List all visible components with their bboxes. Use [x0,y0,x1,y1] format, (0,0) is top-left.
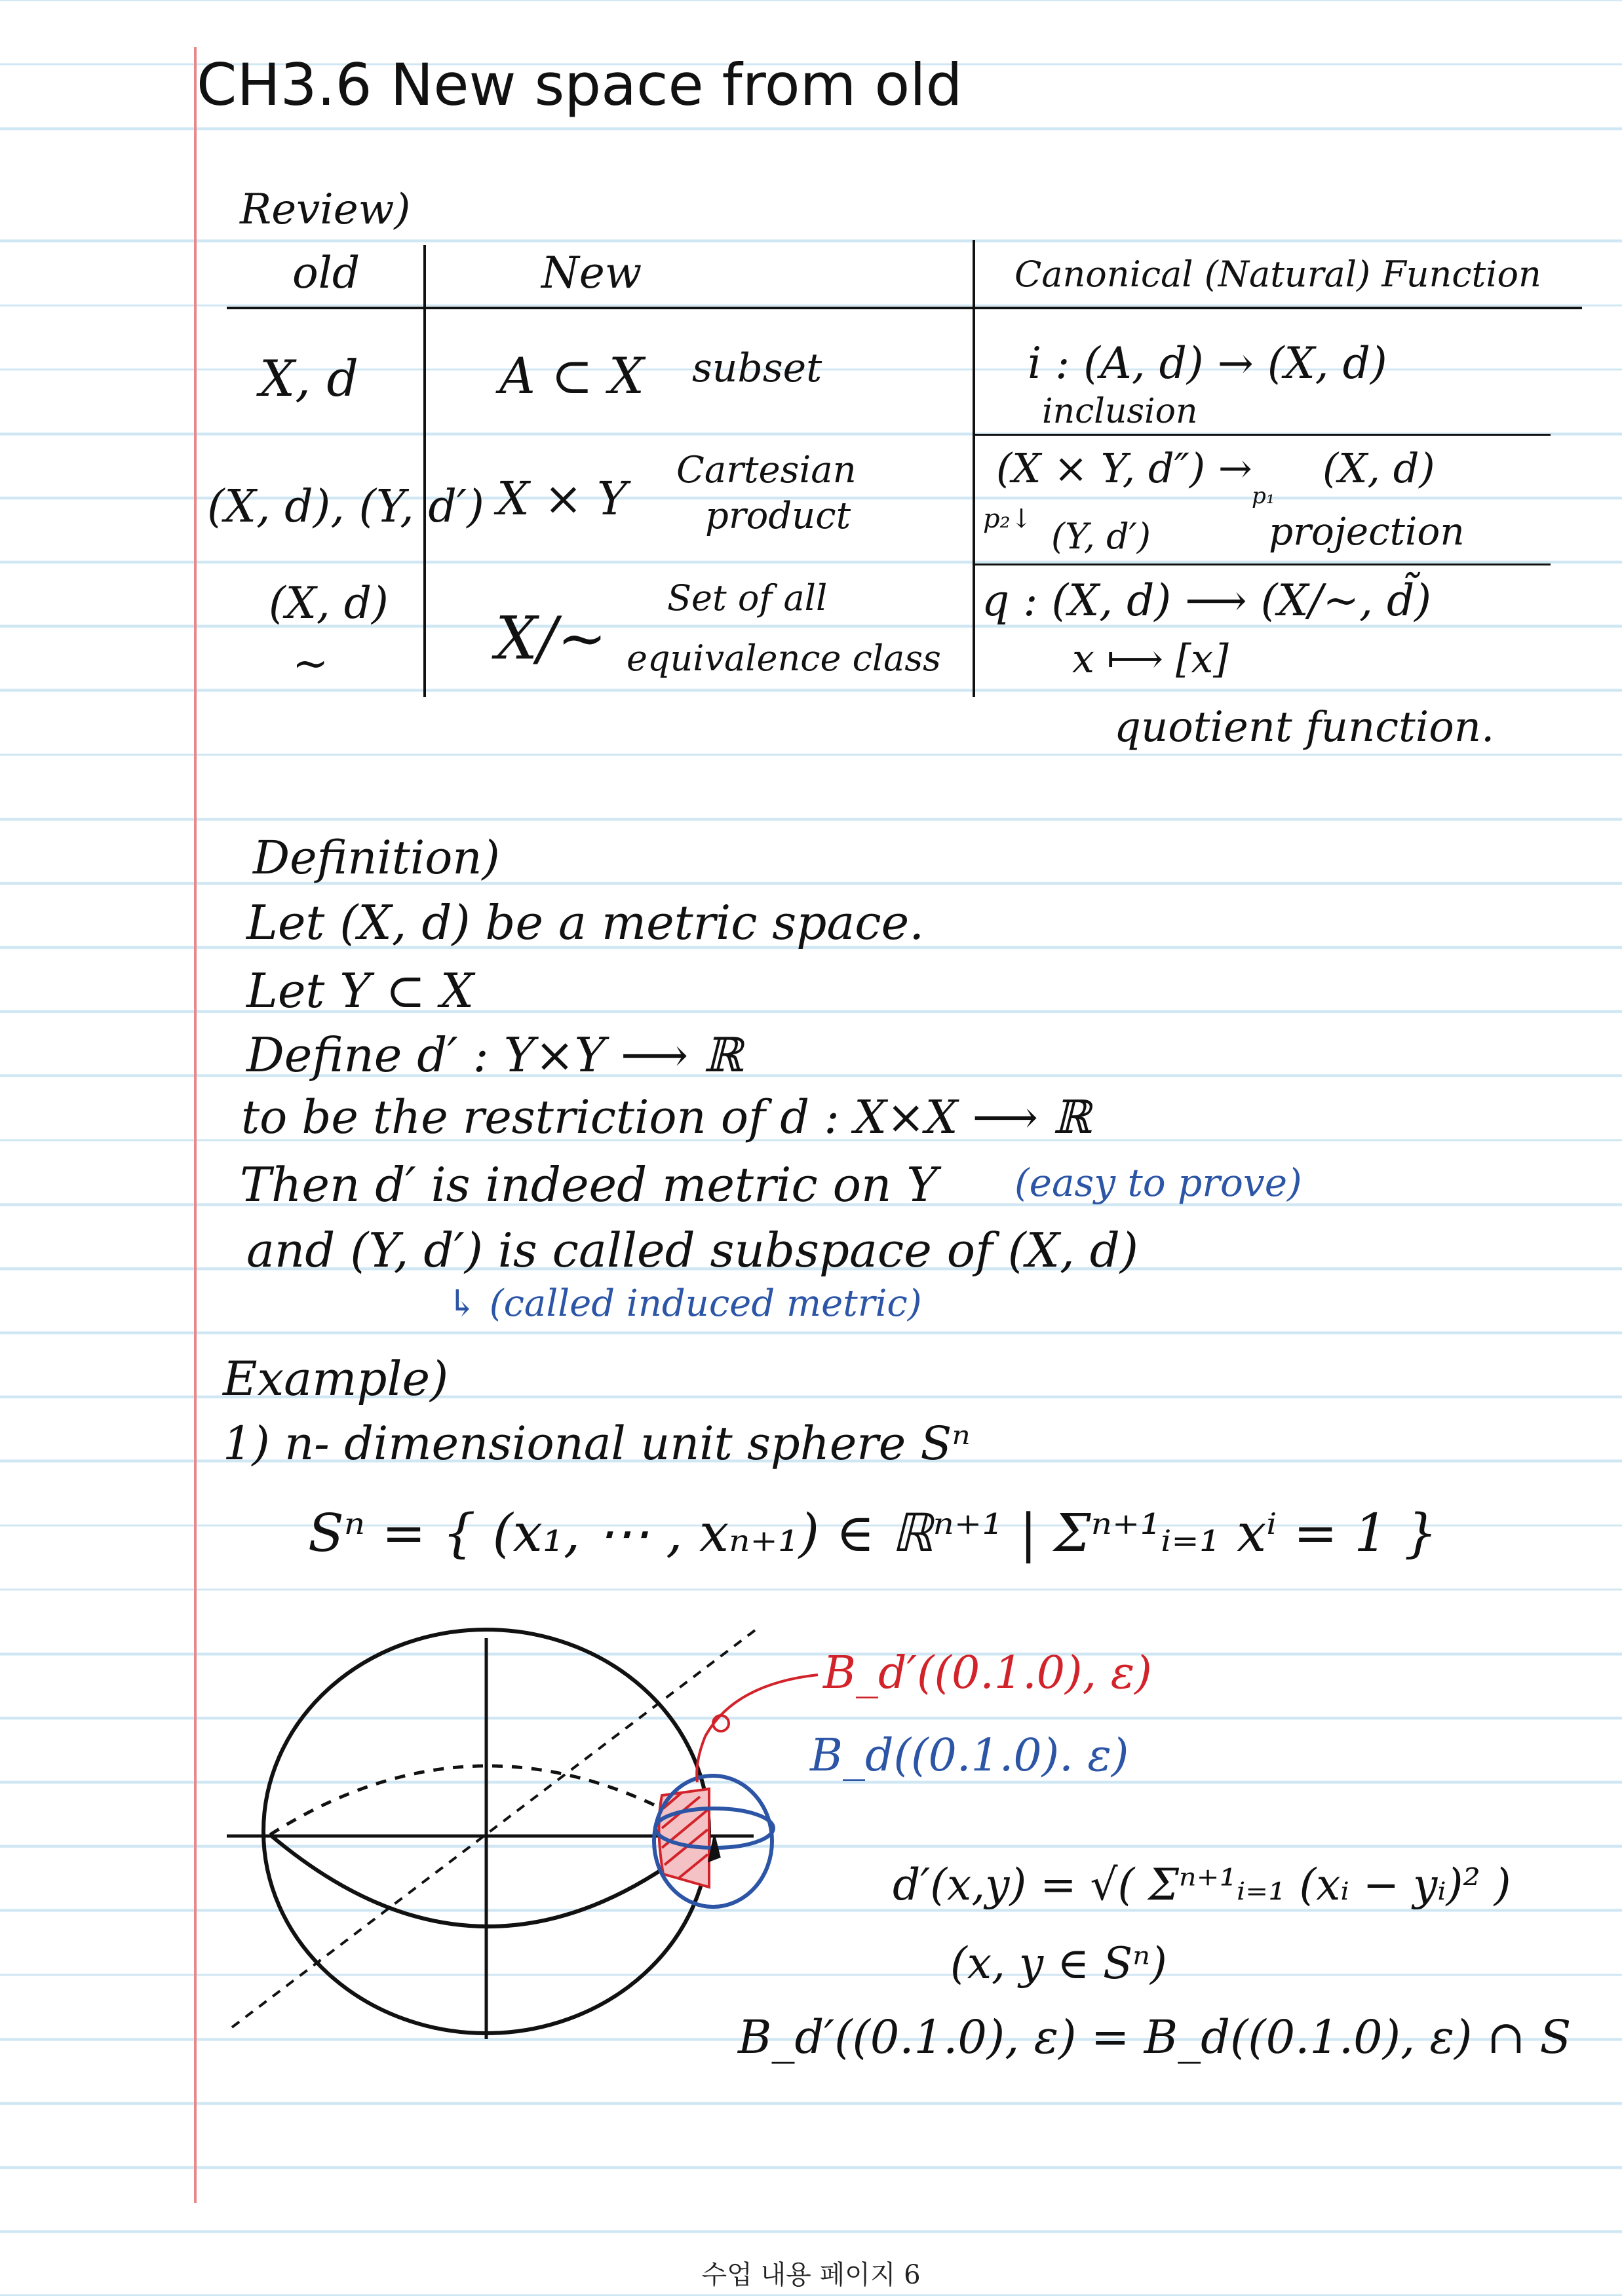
ball-label-ambient: B_d((0.1.0). ε) [810,1730,1129,1782]
definition-line-5: Then d′ is indeed metric on Y [240,1157,938,1212]
equator-back-arc [270,1766,709,1835]
definition-line-6: and (Y, d′) is called subspace of (X, d) [246,1223,1138,1278]
page-footer: 수업 내용 페이지 6 [701,2260,921,2290]
definition-line-2: Let Y ⊂ X [246,963,474,1018]
induced-metric-domain: (x, y ∈ Sⁿ) [950,1938,1167,1989]
row3-old-relation: ~ [292,638,329,689]
row2-function-p1: p₁ [1252,483,1275,509]
row2-function-p2: p₂↓ [983,504,1033,534]
example-heading: Example) [223,1351,449,1406]
ball-label-induced: B_d′((0.1.0), ε) [823,1647,1152,1699]
row1-old: X, d [260,349,359,408]
definition-note-induced-metric: ↳ (called induced metric) [447,1282,922,1325]
ball-intersection-equation: B_d′((0.1.0), ε) = B_d((0.1.0), ε) ∩ S [738,2010,1572,2064]
row3-function-note: quotient function. [1114,703,1495,752]
header-old: old [292,248,360,298]
row1-function-note: inclusion [1042,392,1198,431]
row1-function: i : (A, d) → (X, d) [1028,338,1387,389]
header-new: New [541,248,642,298]
review-heading: Review) [240,185,411,234]
row1-new-symbol: A ⊂ X [499,347,644,405]
row2-function-target: (X, d) [1323,444,1435,492]
row3-old: (X, d) [269,578,389,628]
row3-function: q : (X, d) ⟶ (X/~, d̃) [982,575,1431,626]
equator-front-arc [270,1835,709,1926]
header-function: Canonical (Natural) Function [1014,254,1541,295]
row2-new-description-1: Cartesian [676,449,857,491]
sphere-set-formula: Sⁿ = { (x₁, ⋯ , xₙ₊₁) ∈ ℝⁿ⁺¹ | Σⁿ⁺¹ᵢ₌₁ xⁱ = 1 } [308,1502,1438,1563]
definition-line-4: to be the restriction of d : X×X ⟶ ℝ [241,1090,1091,1144]
row3-new-description-2: equivalence class [627,638,941,679]
induced-metric-formula: d′(x,y) = √( Σⁿ⁺¹ᵢ₌₁ (xᵢ − yᵢ)² ) [893,1860,1511,1910]
definition-line-1: Let (X, d) be a metric space. [246,895,925,950]
row3-new-symbol: X/~ [495,604,607,673]
row1-new-description: subset [692,345,822,391]
example-item-1: 1) n- dimensional unit sphere Sⁿ [223,1417,971,1470]
row2-function-second: (Y, d′) [1051,516,1151,557]
row2-old: (X, d), (Y, d′) [207,481,484,533]
row2-function-note: projection [1269,509,1465,554]
definition-line-3: Define d′ : Y×Y ⟶ ℝ [246,1027,743,1082]
row2-function: (X × Y, d″) → [996,444,1252,492]
row2-new-symbol: X × Y [497,472,628,526]
row2-new-description-2: product [705,495,851,537]
row3-function-map: x ⟼ [x] [1072,636,1229,682]
page-title: CH3.6 New space from old [197,51,963,119]
row3-new-description-1: Set of all [667,577,828,619]
definition-heading: Definition) [253,831,500,885]
definition-note-easy-to-prove: (easy to prove) [1014,1160,1302,1205]
